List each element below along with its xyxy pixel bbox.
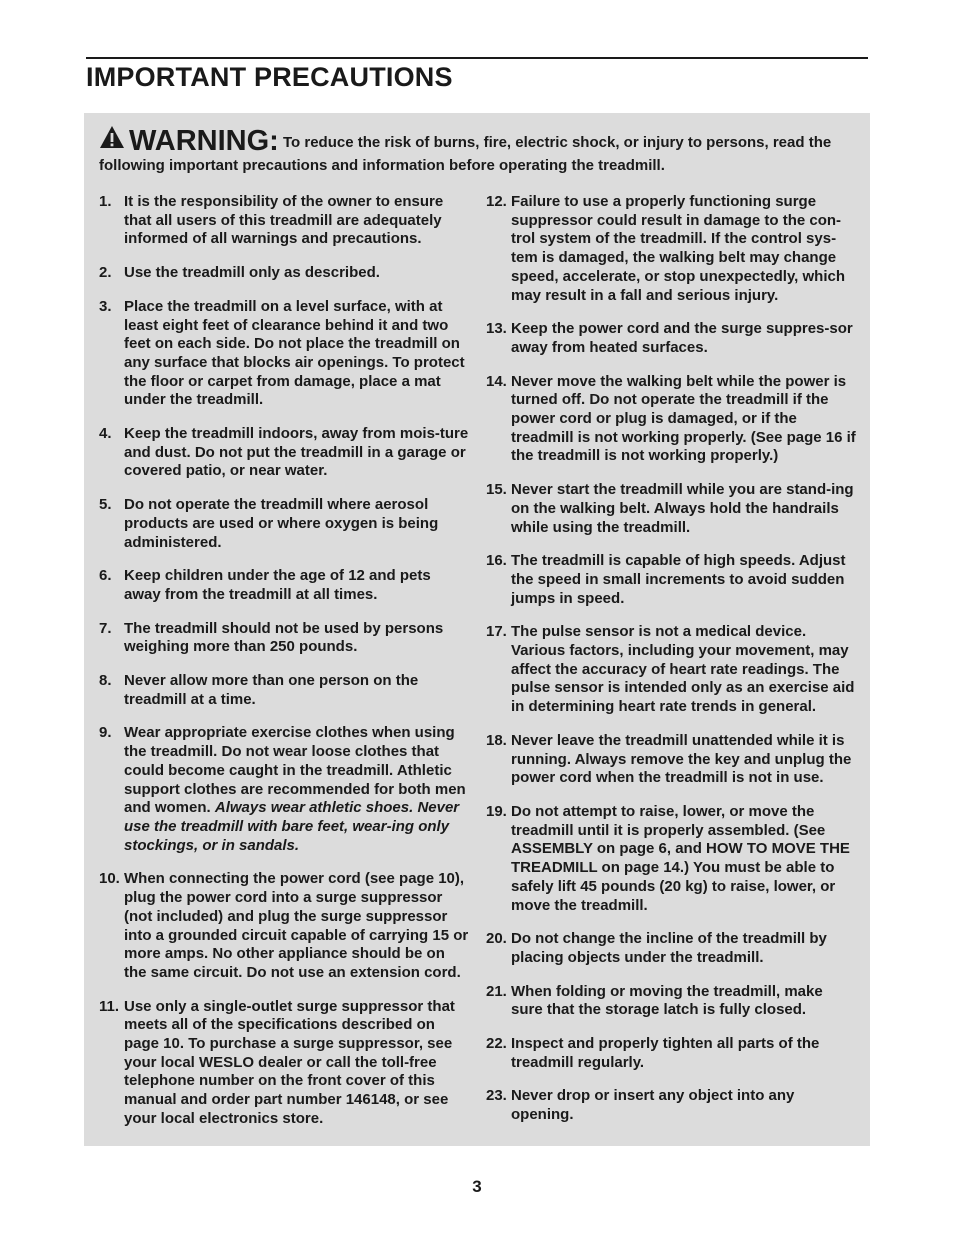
item-number: 9. [99,724,112,742]
item-number: 17. [486,623,507,641]
item-text: Use only a single-outlet surge suppressor that meets all of the specifications described on page 10. To purchase a surge suppressor, see your local WESLO dealer or call the toll-free telephone number on the front cover of this manual and order part number 146148, or see your local electronics store. [124,997,455,1127]
precaution-item [99,496,471,552]
item-number: 12. [486,193,507,210]
item-text: The treadmill should not be used by persons weighing more than 250 pounds. [124,619,444,656]
item-number: 13. [486,320,507,338]
item-text: Never leave the treadmill unattended while it is running. Always remove the key and unplug the power cord when the treadmill is not in use. [511,731,852,787]
item-number: 7. [99,619,112,637]
item-text: Place the treadmill on a level surface, with at least eight feet of clearance behind it and two feet on each side. Do not place the treadmill on any surface that blocks air openings. To protect the floor or carpet from damage, place a mat under the treadmill. [124,297,465,409]
item-text: It is the responsibility of the owner to ensure that all users of this treadmill are adequately informed of all warnings and precautions. [124,193,444,248]
warning-panel [84,113,870,1146]
item-text: Never allow more than one person on the treadmill at a time. [124,672,419,708]
precaution-item [99,425,471,481]
item-text: Do not operate the treadmill where aerosol products are used or where oxygen is being administered. [124,496,439,551]
item-number: 1. [99,193,112,210]
item-number: 18. [486,731,507,749]
precaution-item [486,481,858,537]
item-text: Keep the power cord and the surge suppres-sor away from heated surfaces. [511,320,853,356]
precaution-item [486,320,858,357]
precaution-item [99,298,471,410]
precaution-item [99,870,471,982]
precaution-item [99,620,471,657]
precaution-item [486,803,858,915]
item-number: 19. [486,802,507,820]
item-text: Never move the walking belt while the power is turned off. Do not operate the treadmill if the power cord or plug is damaged, or if the treadmill is not working properly. (See page 16 if the treadmill is not working properly.) [511,372,856,465]
precaution-item [99,998,471,1129]
page-title: IMPORTANT PRECAUTIONS [86,62,453,92]
precaution-item [486,1087,858,1124]
item-text: Never start the treadmill while you are stand-ing on the walking belt. Always hold the handrails while using the treadmill. [511,481,854,536]
precaution-item [486,1035,858,1072]
warning-triangle-icon [99,125,125,149]
precaution-item [486,552,858,608]
precautions-left-column [99,193,471,1144]
precaution-item [486,983,858,1020]
item-text: Keep children under the age of 12 and pets away from the treadmill at all times. [124,567,431,603]
item-number: 22. [486,1035,507,1053]
item-text: Failure to use a properly functioning surge suppressor could result in damage to the con-trol system of the treadmill. If the control sys-tem is damaged, the walking belt may change speed, accelerate, or stop unexpectedly, which may result in a fall and serious injury. [511,193,846,304]
precautions-right-column [486,193,858,1140]
item-number: 4. [99,425,112,443]
item-emphasis-text: Always wear athletic shoes. Never use the treadmill with bare feet, wear-ing only stockings, or in sandals. [124,799,460,854]
precaution-item [99,567,471,604]
item-text: Wear appropriate exercise clothes when using the treadmill. Do not wear loose clothes that could become caught in the treadmill. Athletic support clothes are recommended for both men and women. [124,724,466,817]
precaution-item [99,672,471,709]
item-text: The pulse sensor is not a medical device. Various factors, including your movement, may affect the accuracy of heart rate readings. The pulse sensor is intended only as an exercise aid in determining heart rate trends in general. [511,623,855,716]
page-number: 3 [472,1177,482,1196]
item-number: 2. [99,264,112,282]
item-text: The treadmill is capable of high speeds. Adjust the speed in small increments to avoid sudden jumps in speed. [511,552,846,607]
item-number: 14. [486,372,507,390]
item-number: 16. [486,552,507,570]
item-text: When connecting the power cord (see page 10), plug the power cord into a surge suppressor (not included) and plug the surge suppressor into a grounded circuit capable of carrying 15 or more amps. No other appliance should be on the same circuit. Do not use an extension cord. [124,870,469,981]
item-number: 21. [486,982,507,1000]
precaution-item [486,732,858,788]
precaution-item [486,193,858,305]
item-text: Do not attempt to raise, lower, or move the treadmill until it is properly assembled. (See ASSEMBLY on page 6, and HOW TO MOVE THE TREADMILL on page 14.) You must be able to safely lift 45 pounds (20 kg) to raise, lower, or move the treadmill. [511,802,850,914]
item-text: Do not change the incline of the treadmill by placing objects under the treadmill. [511,930,827,966]
top-rule [86,57,868,59]
warning-header [99,125,859,175]
item-text: Keep the treadmill indoors, away from mois-ture and dust. Do not put the treadmill in a garage or covered patio, or near water. [124,425,469,480]
warning-text: To reduce the risk of burns, fire, electric shock, or injury to persons, read the following important precautions and information before operating the treadmill. [99,134,832,174]
item-number: 5. [99,496,112,514]
precaution-item [486,373,858,467]
item-number: 8. [99,672,112,690]
item-number: 10. [99,870,120,888]
item-number: 6. [99,567,112,585]
item-number: 20. [486,930,507,948]
precaution-item [486,623,858,717]
precaution-item [99,264,471,283]
item-text: Use the treadmill only as described. [124,264,380,282]
item-text-group [124,724,471,855]
item-number: 15. [486,481,507,499]
item-number: 3. [99,297,112,315]
precaution-item [99,193,471,249]
precaution-item [99,724,471,855]
item-text: Inspect and properly tighten all parts of the treadmill regularly. [511,1035,820,1071]
item-number: 23. [486,1087,507,1105]
item-text: When folding or moving the treadmill, make sure that the storage latch is fully closed. [511,982,823,1019]
warning-label: WARNING: [129,125,279,157]
precaution-item [486,930,858,967]
item-text: Never drop or insert any object into any opening. [511,1087,795,1124]
item-number: 11. [99,997,120,1015]
